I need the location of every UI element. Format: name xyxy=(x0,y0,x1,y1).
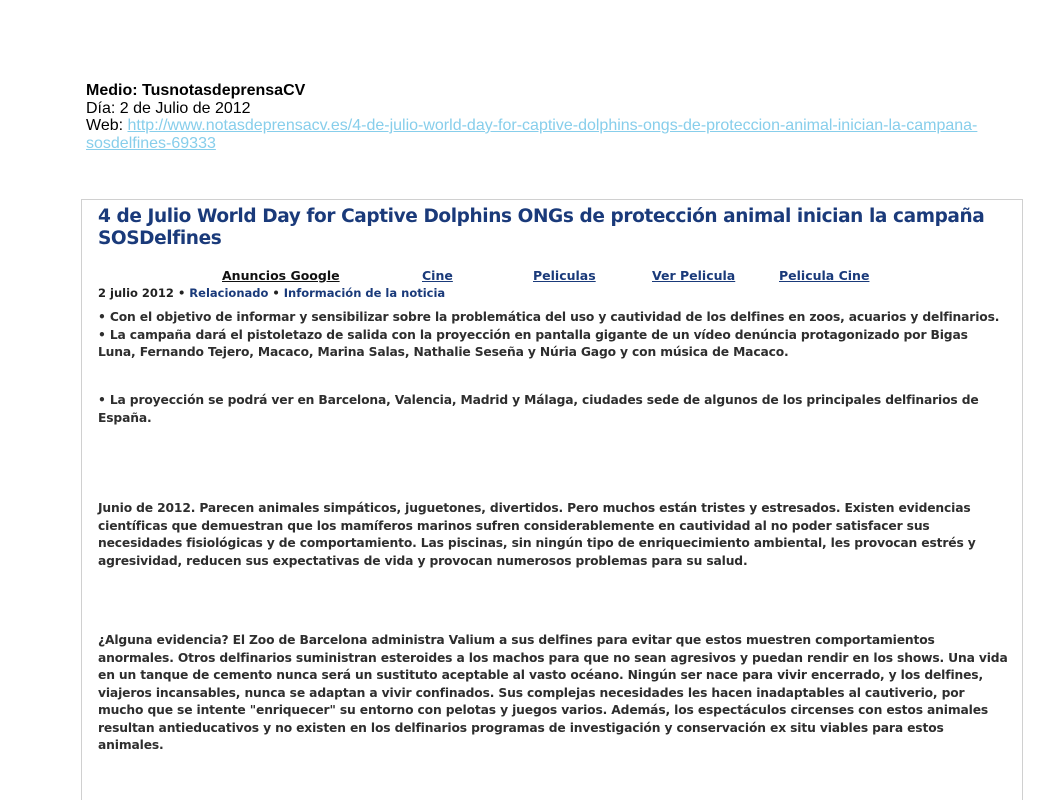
press-header xyxy=(86,82,1026,152)
article-paragraph: Junio de 2012. Parecen animales simpáticos, juguetones, divertidos. Pero muchos están tristes y estresados. Existen evidencias científicas que demuestran que los mamíferos marinos sufren considerablemente en cautividad al no poder satisfacer sus necesidades fisiológicas y de comportamiento. Las piscinas, sin ningún tipo de enriquecimiento ambiental, les provocan estrés y agresividad, reducen sus expectativas de vida y provocan numerosos problemas para su salud. xyxy=(98,501,976,568)
web-label: Web: xyxy=(86,117,128,134)
ad-link-ver-pelicula[interactable]: Ver Pelicula xyxy=(652,268,736,283)
article-clipping xyxy=(81,199,1023,800)
article-paragraph: ¿Alguna evidencia? El Zoo de Barcelona administra Valium a sus delfines para evitar que estos muestren comportamientos anormales. Otros delfinarios suministran esteroides a los machos para que no sean agresivos y puedan rendir en los shows. Una vida en un tanque de cemento nunca será un sustituto aceptable al vasto océano. Ningún ser nace para vivir encerrado, y los delfines, viajeros incansables, nunca se adaptan a vivir confinados. Sus complejas necesidades les hacen inadaptables al cautiverio, por mucho que se intente "enriquecer" su entorno con pelotas y juegos varios. Además, los espectáculos circenses con estos animales resultan antieducativos y no existen en los delfinarios programas de investigación y conservación ex situ viables para estos animales. xyxy=(98,633,1008,752)
meta-separator: • xyxy=(268,286,284,300)
ad-link-pelicula-cine[interactable]: Pelicula Cine xyxy=(779,268,870,283)
web-line xyxy=(86,117,1026,152)
meta-separator: • xyxy=(173,286,190,300)
dia-line: Día: 2 de Julio de 2012 xyxy=(86,99,251,117)
article-meta xyxy=(98,286,445,300)
article-paragraph: • La proyección se podrá ver en Barcelona, Valencia, Madrid y Málaga, ciudades sede de algunos de los principales delfinarios de España. xyxy=(98,393,979,425)
ad-link-peliculas[interactable]: Peliculas xyxy=(533,268,596,283)
related-link[interactable]: Relacionado xyxy=(189,286,269,300)
web-link[interactable]: http://www.notasdeprensacv.es/4-de-julio-world-day-for-captive-dolphins-ongs-de-proteccion-animal-inician-la-campana-sosdelfines-69333 xyxy=(86,117,978,152)
article-title: 4 de Julio World Day for Captive Dolphins ONGs de protección animal inician la campaña SOSDelfines xyxy=(98,206,985,249)
info-link[interactable]: Información de la noticia xyxy=(283,286,446,300)
google-ads-bar xyxy=(98,268,998,284)
medio-line: Medio: TusnotasdeprensaCV xyxy=(86,82,306,99)
article-date: 2 julio 2012 xyxy=(98,286,174,300)
ad-link-cine[interactable]: Cine xyxy=(422,268,453,283)
article-paragraph: • Con el objetivo de informar y sensibilizar sobre la problemática del uso y cautividad de los delfines en zoos, acuarios y delfinarios. • La campaña dará el pistoletazo de salida con la proyección en pantalla gigante de un vídeo denúncia protagonizado por Bigas Luna, Fernando Tejero, Macaco, Marina Salas, Nathalie Seseña y Núria Gago y con música de Macaco. xyxy=(98,310,1000,359)
ads-label[interactable]: Anuncios Google xyxy=(222,268,340,283)
